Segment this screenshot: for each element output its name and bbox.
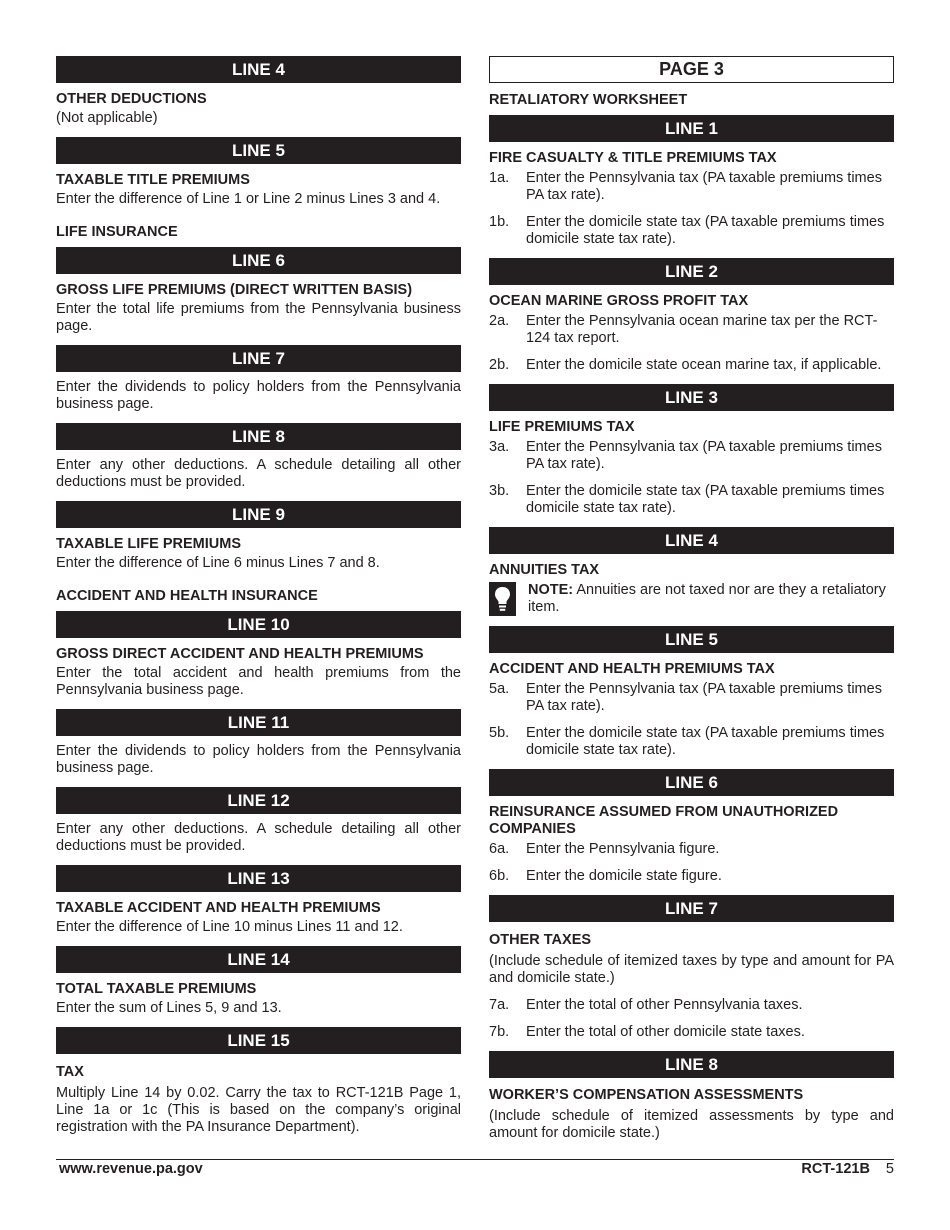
line-10-bar: LINE 10	[56, 611, 461, 638]
r-line-7-bar: LINE 7	[489, 895, 894, 922]
worksheet-title: RETALIATORY WORKSHEET	[489, 92, 688, 108]
r-line-7-heading: OTHER TAXES	[489, 932, 592, 948]
r-line-8-bar: LINE 8	[489, 1051, 894, 1078]
list-item: 5b. Enter the domicile state tax (PA taxable premiums times domicile state tax rate).	[489, 725, 885, 758]
line-7-bar: LINE 7	[56, 345, 461, 372]
list-item: 1a. Enter the Pennsylvania tax (PA taxable premiums times PA tax rate).	[489, 170, 882, 203]
line-6-bar: LINE 6	[56, 247, 461, 274]
line-11-bar: LINE 11	[56, 709, 461, 736]
r-line-1-bar: LINE 1	[489, 115, 894, 142]
r-line-8-text: (Include schedule of itemized assessments by type and amount for domicile state.)	[489, 1108, 894, 1141]
form-number: RCT-121B	[801, 1161, 870, 1177]
line-11-text: Enter the dividends to policy holders from the Pennsylvania business page.	[56, 743, 461, 776]
footer-website-link[interactable]: www.revenue.pa.gov	[59, 1161, 203, 1177]
r-line-5-heading: ACCIDENT AND HEALTH PREMIUMS TAX	[489, 661, 775, 677]
right-column	[489, 56, 894, 1142]
page-number: 5	[885, 1161, 894, 1177]
line-13-text: Enter the difference of Line 10 minus Lines 11 and 12.	[56, 919, 403, 935]
r-line-3-bar: LINE 3	[489, 384, 894, 411]
list-item: 3a. Enter the Pennsylvania tax (PA taxable premiums times PA tax rate).	[489, 439, 882, 472]
left-column	[56, 56, 461, 1136]
r-line-2-bar: LINE 2	[489, 258, 894, 285]
line-10-heading: GROSS DIRECT ACCIDENT AND HEALTH PREMIUMS	[56, 646, 424, 662]
footer-divider	[56, 1159, 894, 1160]
line-9-heading: TAXABLE LIFE PREMIUMS	[56, 536, 242, 552]
line-7-text: Enter the dividends to policy holders from the Pennsylvania business page.	[56, 379, 461, 412]
line-14-heading: TOTAL TAXABLE PREMIUMS	[56, 981, 257, 997]
line-15-bar: LINE 15	[56, 1027, 461, 1054]
line-8-text: Enter any other deductions. A schedule detailing all other deductions must be provided.	[56, 457, 461, 490]
line-14-bar: LINE 14	[56, 946, 461, 973]
page-title: PAGE 3	[489, 56, 894, 83]
life-insurance-section: LIFE INSURANCE	[56, 224, 178, 240]
line-9-text: Enter the difference of Line 6 minus Lines 7 and 8.	[56, 555, 380, 571]
list-item: 1b. Enter the domicile state tax (PA taxable premiums times domicile state tax rate).	[489, 214, 885, 247]
line-8-bar: LINE 8	[56, 423, 461, 450]
line-4-bar: LINE 4	[56, 56, 461, 83]
line-5-text: Enter the difference of Line 1 or Line 2 minus Lines 3 and 4.	[56, 191, 441, 207]
line-4-heading: OTHER DEDUCTIONS	[56, 91, 207, 107]
r-line-3-heading: LIFE PREMIUMS TAX	[489, 419, 635, 435]
r-line-6-bar: LINE 6	[489, 769, 894, 796]
annuities-note	[489, 582, 894, 616]
list-item: 5a. Enter the Pennsylvania tax (PA taxable premiums times PA tax rate).	[489, 681, 882, 714]
r-line-4-bar: LINE 4	[489, 527, 894, 554]
line-15-text: Multiply Line 14 by 0.02. Carry the tax to RCT-121B Page 1, Line 1a or 1c (This is based on the company’s original registration with the PA Insurance Department).	[56, 1085, 461, 1135]
line-13-bar: LINE 13	[56, 865, 461, 892]
line-13-heading: TAXABLE ACCIDENT AND HEALTH PREMIUMS	[56, 900, 381, 916]
line-14-text: Enter the sum of Lines 5, 9 and 13.	[56, 1000, 282, 1016]
r-line-4-heading: ANNUITIES TAX	[489, 562, 600, 578]
line-6-text: Enter the total life premiums from the Pennsylvania business page.	[56, 301, 461, 334]
accident-health-section: ACCIDENT AND HEALTH INSURANCE	[56, 588, 318, 604]
list-item: 2a. Enter the Pennsylvania ocean marine tax per the RCT-124 tax report.	[489, 313, 878, 346]
line-10-text: Enter the total accident and health premiums from the Pennsylvania business page.	[56, 665, 461, 698]
line-5-heading: TAXABLE TITLE PREMIUMS	[56, 172, 250, 188]
list-item: 2b. Enter the domicile state ocean marine tax, if applicable.	[489, 357, 882, 373]
line-12-text: Enter any other deductions. A schedule detailing all other deductions must be provided.	[56, 821, 461, 854]
line-12-bar: LINE 12	[56, 787, 461, 814]
lightbulb-icon	[489, 582, 516, 616]
r-line-5-bar: LINE 5	[489, 626, 894, 653]
list-item: 7b. Enter the total of other domicile state taxes.	[489, 1024, 805, 1040]
line-5-bar: LINE 5	[56, 137, 461, 164]
footer-form-info	[801, 1161, 894, 1177]
line-4-text: (Not applicable)	[56, 110, 158, 126]
line-9-bar: LINE 9	[56, 501, 461, 528]
list-item: 3b. Enter the domicile state tax (PA taxable premiums times domicile state tax rate).	[489, 483, 885, 516]
line-6-heading: GROSS LIFE PREMIUMS (DIRECT WRITTEN BASIS)	[56, 282, 413, 298]
r-line-6-heading: REINSURANCE ASSUMED FROM UNAUTHORIZED COMPANIES	[489, 804, 839, 837]
r-line-8-heading: WORKER’S COMPENSATION ASSESSMENTS	[489, 1087, 804, 1103]
note-text: NOTE: Annuities are not taxed nor are they a retaliatory item.	[528, 582, 886, 615]
r-line-2-heading: OCEAN MARINE GROSS PROFIT TAX	[489, 293, 749, 309]
r-line-7-text: (Include schedule of itemized taxes by type and amount for PA and domicile state.)	[489, 953, 894, 986]
line-15-heading: TAX	[56, 1064, 84, 1080]
list-item: 7a. Enter the total of other Pennsylvania taxes.	[489, 997, 803, 1013]
list-item: 6b. Enter the domicile state figure.	[489, 868, 722, 884]
r-line-1-heading: FIRE CASUALTY & TITLE PREMIUMS TAX	[489, 150, 777, 166]
list-item: 6a. Enter the Pennsylvania figure.	[489, 841, 720, 857]
